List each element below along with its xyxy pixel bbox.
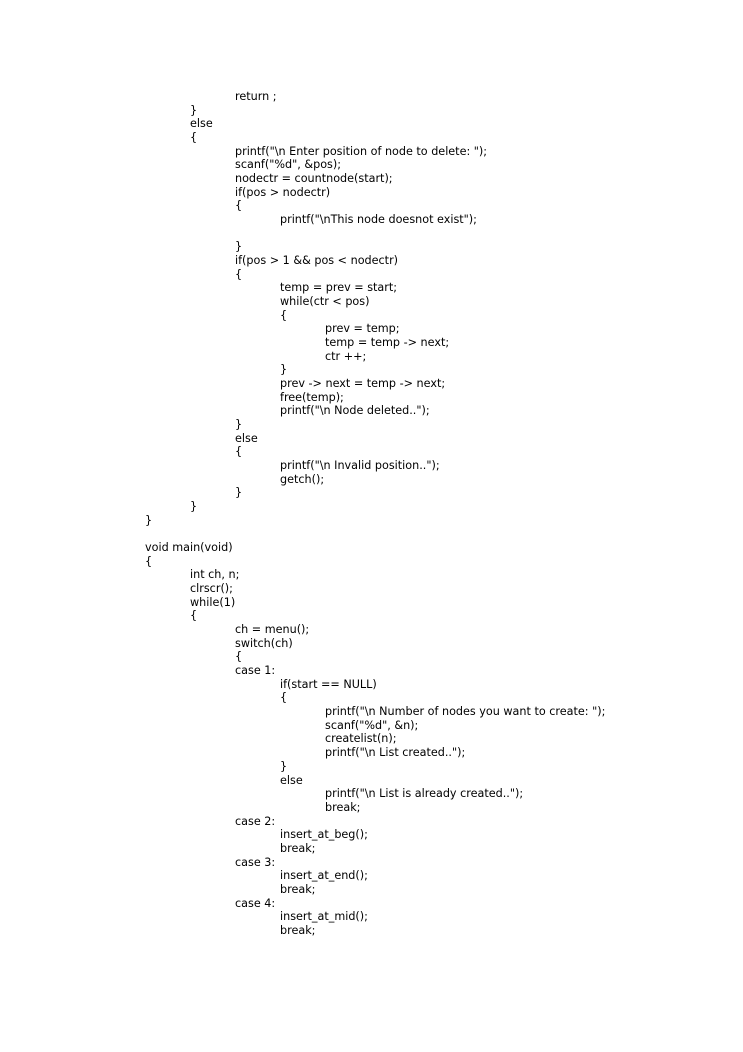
code-line: break;	[280, 841, 316, 855]
code-line: {	[235, 199, 243, 213]
code-line: break;	[280, 882, 316, 896]
code-line: else	[190, 117, 213, 131]
code-line: getch();	[280, 472, 325, 486]
code-line: free(temp);	[280, 390, 344, 404]
code-line: {	[235, 650, 243, 664]
code-line: prev = temp;	[325, 322, 400, 336]
code-line: else	[280, 773, 303, 787]
code-line: {	[280, 308, 288, 322]
code-line: }	[280, 363, 288, 377]
code-line: }	[235, 418, 243, 432]
code-line: }	[145, 513, 153, 527]
code-line: {	[235, 445, 243, 459]
code-line: case 2:	[235, 814, 276, 828]
code-line: return ;	[235, 90, 277, 103]
code-line: printf("\nThis node doesnot exist");	[280, 213, 477, 227]
code-line: printf("\n Node deleted..");	[280, 404, 430, 418]
code-line: {	[280, 691, 288, 705]
code-line: nodectr = countnode(start);	[235, 172, 393, 186]
code-line: printf("\n Enter position of node to delete: ");	[235, 144, 488, 158]
code-line: createlist(n);	[325, 732, 397, 746]
code-line: break;	[280, 923, 316, 937]
code-line: temp = temp -> next;	[325, 336, 450, 350]
code-line: while(ctr < pos)	[280, 295, 370, 309]
code-line: {	[235, 267, 243, 281]
code-line: case 4:	[235, 896, 276, 910]
code-line: case 1:	[235, 664, 276, 678]
code-line: insert_at_beg();	[280, 828, 368, 842]
code-line: }	[235, 240, 243, 254]
code-line: if(pos > nodectr)	[235, 185, 331, 199]
code-line: switch(ch)	[235, 636, 293, 650]
code-line: {	[190, 609, 198, 623]
code-line: else	[235, 431, 258, 445]
code-line: }	[280, 759, 288, 773]
code-line: scanf("%d", &n);	[325, 718, 419, 732]
code-line: temp = prev = start;	[280, 281, 398, 295]
code-line: void main(void)	[145, 541, 233, 555]
code-line: insert_at_end();	[280, 869, 368, 883]
code-line: insert_at_mid();	[280, 910, 368, 924]
code-line: clrscr();	[190, 582, 233, 596]
code-line: }	[235, 486, 243, 500]
code-line: while(1)	[190, 595, 236, 609]
code-line: }	[190, 500, 198, 514]
code-line: if(pos > 1 && pos < nodectr)	[235, 254, 399, 268]
code-line: {	[145, 554, 153, 568]
code-line: prev -> next = temp -> next;	[280, 377, 446, 391]
code-line: printf("\n Number of nodes you want to create: ");	[325, 705, 606, 719]
code-line: int ch, n;	[190, 568, 240, 582]
code-line: case 3:	[235, 855, 276, 869]
code-line: }	[190, 103, 198, 117]
code-line: ctr ++;	[325, 349, 367, 363]
code-line: break;	[325, 800, 361, 814]
code-line: printf("\n List is already created..");	[325, 787, 524, 801]
code-line: printf("\n List created..");	[325, 746, 466, 760]
code-line: if(start == NULL)	[280, 677, 377, 691]
code-line: scanf("%d", &pos);	[235, 158, 341, 172]
code-line: ch = menu();	[235, 623, 310, 637]
code-line: {	[190, 131, 198, 144]
code-line: printf("\n Invalid position..");	[280, 459, 440, 473]
